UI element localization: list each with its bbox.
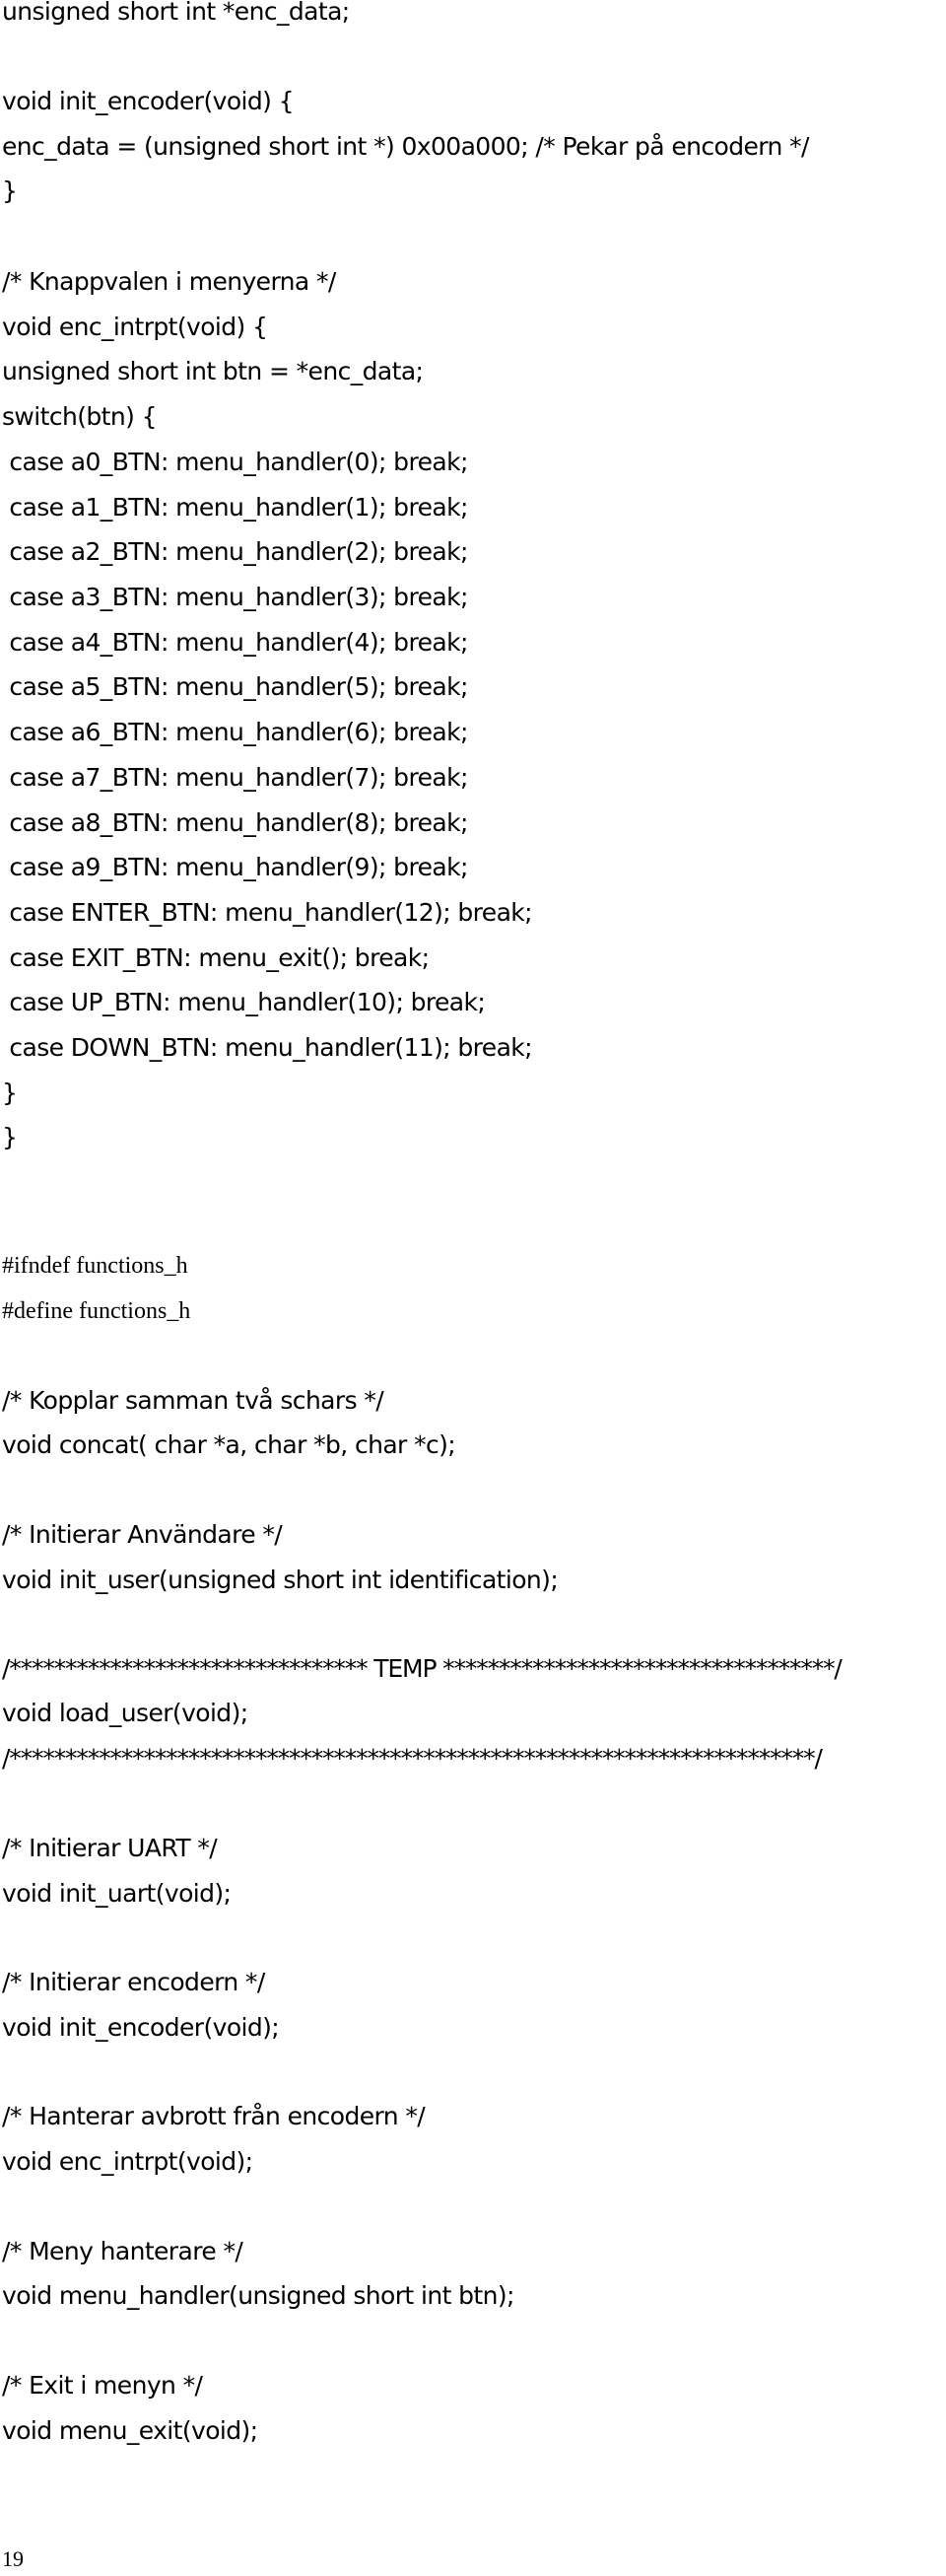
- code-comment: /* Initierar UART */: [2, 1834, 218, 1862]
- code-line: case DOWN_BTN: menu_handler(11); break;: [2, 1033, 532, 1062]
- code-line: case a9_BTN: menu_handler(9); break;: [2, 853, 468, 881]
- code-line: }: [2, 176, 18, 205]
- code-line: case a8_BTN: menu_handler(8); break;: [2, 808, 468, 837]
- code-line: void menu_exit(void);: [2, 2416, 258, 2445]
- code-comment: /* Knappvalen i menyerna */: [2, 267, 336, 296]
- code-line: void init_encoder(void);: [2, 2013, 280, 2042]
- code-line: unsigned short int btn = *enc_data;: [2, 357, 424, 385]
- code-line: void enc_intrpt(void) {: [2, 313, 268, 341]
- code-line: case a4_BTN: menu_handler(4); break;: [2, 628, 468, 657]
- code-line: void init_encoder(void) {: [2, 87, 294, 115]
- code-comment: /* Initierar Användare */: [2, 1520, 283, 1549]
- code-line: void concat( char *a, char *b, char *c);: [2, 1430, 456, 1459]
- code-line: }: [2, 1079, 18, 1107]
- code-line: case a5_BTN: menu_handler(5); break;: [2, 672, 468, 701]
- code-line: void init_user(unsigned short int identification);: [2, 1566, 559, 1594]
- code-line: case a3_BTN: menu_handler(3); break;: [2, 583, 468, 611]
- code-comment: /******************************** TEMP ***********************************/: [2, 1654, 842, 1683]
- code-comment: /* Initierar encodern */: [2, 1968, 265, 1996]
- code-line: void enc_intrpt(void);: [2, 2147, 253, 2176]
- preprocessor-line: #ifndef functions_h: [2, 1253, 188, 1279]
- code-line: void menu_handler(unsigned short int btn);: [2, 2281, 514, 2310]
- code-line: case ENTER_BTN: menu_handler(12); break;: [2, 898, 532, 927]
- code-comment: /* Exit i menyn */: [2, 2371, 203, 2400]
- code-line: case a0_BTN: menu_handler(0); break;: [2, 448, 468, 476]
- code-comment: /* Kopplar samman två schars */: [2, 1386, 384, 1415]
- code-line: case EXIT_BTN: menu_exit(); break;: [2, 943, 430, 972]
- code-line: switch(btn) {: [2, 402, 157, 431]
- code-comment: /* Hanterar avbrott från encodern */: [2, 2102, 426, 2130]
- code-line: case UP_BTN: menu_handler(10); break;: [2, 988, 486, 1016]
- code-line: case a2_BTN: menu_handler(2); break;: [2, 537, 468, 566]
- preprocessor-line: #define functions_h: [2, 1298, 191, 1324]
- code-comment: /************************************************************************/: [2, 1744, 822, 1773]
- page-number: 19: [2, 2546, 24, 2571]
- code-line: void load_user(void);: [2, 1699, 248, 1727]
- code-line: case a1_BTN: menu_handler(1); break;: [2, 493, 468, 522]
- code-comment: /* Meny hanterare */: [2, 2237, 243, 2265]
- code-line: unsigned short int *enc_data;: [2, 0, 350, 26]
- code-line: case a6_BTN: menu_handler(6); break;: [2, 718, 468, 746]
- code-line: void init_uart(void);: [2, 1879, 232, 1908]
- code-line: case a7_BTN: menu_handler(7); break;: [2, 763, 468, 792]
- code-line: enc_data = (unsigned short int *) 0x00a000; /* Pekar på encodern */: [2, 132, 809, 161]
- code-line: }: [2, 1123, 18, 1151]
